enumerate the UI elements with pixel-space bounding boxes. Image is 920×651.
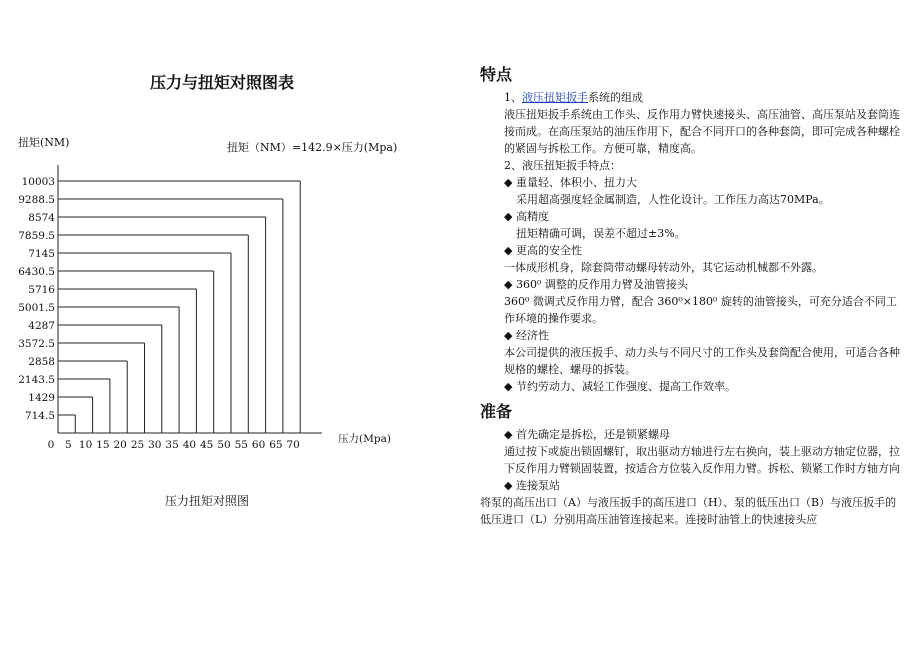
x-axis-label: 压力(Mpa)	[338, 433, 391, 445]
y-tick-label: 3572.5	[18, 338, 55, 350]
y-tick-label: 4287	[28, 320, 55, 332]
features-heading: 特点	[480, 65, 513, 84]
feature-3: ◆ 更高的安全性	[504, 244, 582, 257]
section-2-title: 2、液压扭矩扳手特点：	[504, 159, 621, 172]
x-tick-label: 5	[64, 439, 72, 451]
prep-step-1: ◆ 首先确定是拆松，还是锁紧螺母	[504, 428, 670, 441]
y-tick-label: 2858	[28, 356, 55, 368]
prep-step-2-detail: 将泵的高压出口（A）与液压扳手的高压进口（H）、泵的低压出口（B）与液压扳手的低压进口（L）分别用高压油管连接起来。连接时油管上的快速接头应	[480, 496, 897, 526]
y-tick-label: 5716	[28, 284, 55, 296]
y-axis-label: 扭矩(NM)	[18, 136, 70, 149]
y-tick-label: 1429	[28, 392, 55, 404]
feature-1-detail: 采用超高强度轻金属制造，人性化设计。工作压力高达70MPa。	[516, 193, 830, 206]
chart-lines	[58, 165, 322, 433]
section-1-number: 1、	[504, 91, 522, 104]
x-tick-label: 50	[217, 439, 231, 451]
feature-4: ◆ 360⁰ 调整的反作用力臂及油管接头	[504, 278, 688, 291]
x-tick-label: 45	[200, 439, 214, 451]
y-tick-label: 714.5	[24, 410, 55, 422]
feature-4-detail: 360⁰ 微调式反作用力臂，配合 360⁰×180⁰ 旋转的油管接头，可充分适合不同工作环境的操作要求。	[504, 295, 897, 325]
y-tick-label: 6430.5	[18, 266, 55, 278]
x-tick-label: 40	[182, 439, 197, 451]
x-tick-label: 35	[165, 439, 179, 451]
y-tick-label: 7145	[28, 248, 55, 260]
feature-3-detail: 一体成形机身，除套筒带动螺母转动外，其它运动机械都不外露。	[504, 261, 823, 274]
prep-step-2: ◆ 连接泵站	[504, 479, 560, 492]
y-tick-label: 5001.5	[18, 302, 55, 314]
feature-5-detail: 本公司提供的液压扳手、动力头与不同尺寸的工作头及套筒配合使用，可适合各种规格的螺栓、螺母的拆装。	[504, 346, 900, 376]
x-tick-label: 60	[251, 439, 266, 451]
y-tick-label: 9288.5	[18, 194, 55, 206]
feature-5: ◆ 经济性	[504, 329, 549, 342]
x-tick-label: 10	[78, 439, 93, 451]
features-section	[480, 66, 900, 528]
x-tick-label: 25	[130, 439, 145, 451]
x-tick-label: 15	[96, 439, 110, 451]
chart-caption: 压力扭矩对照图	[165, 494, 250, 508]
section-1-rest: 系统的组成	[588, 91, 643, 104]
x-tick-label: 30	[148, 439, 162, 451]
hydraulic-wrench-link[interactable]: 液压扭矩扳手	[522, 91, 588, 104]
system-description: 液压扭矩扳手系统由工作头、反作用力臂快速接头、高压油管、高压泵站及套筒连接而成。在高压泵站的油压作用下，配合不同开口的各种套筒，即可完成各种螺栓的紧固与拆松工作。方便可靠，精度高。	[504, 108, 900, 155]
x-tick-label: 20	[113, 439, 127, 451]
y-tick-label: 2143.5	[18, 374, 55, 386]
chart-title: 压力与扭矩对照图表	[150, 73, 295, 92]
feature-6: ◆ 节约劳动力、减轻工作强度、提高工作效率。	[504, 380, 736, 393]
x-tick-label: 65	[269, 439, 283, 451]
feature-2-detail: 扭矩精确可调，误差不超过±3%。	[516, 227, 686, 240]
feature-1: ◆ 重量轻、体积小、扭力大	[504, 176, 637, 189]
formula-text: 扭矩（NM）=142.9×压力(Mpa)	[227, 141, 398, 154]
preparation-heading: 准备	[480, 402, 513, 421]
section-1-title	[480, 89, 900, 106]
y-tick-label: 8574	[28, 212, 55, 224]
y-tick-label: 10003	[21, 176, 55, 188]
x-tick-label: 0	[47, 439, 55, 451]
x-tick-label: 70	[286, 439, 300, 451]
y-tick-label: 7859.5	[18, 230, 55, 242]
prep-step-1-detail: 通过按下或旋出锁固螺钉，取出驱动方轴进行左右换向，装上驱动方轴定位器，拉下反作用力臂锁固装置，按适合方位装入反作用力臂。拆松、锁紧工作时方轴方向	[504, 445, 900, 475]
feature-2: ◆ 高精度	[504, 210, 549, 223]
x-tick-label: 55	[234, 439, 248, 451]
